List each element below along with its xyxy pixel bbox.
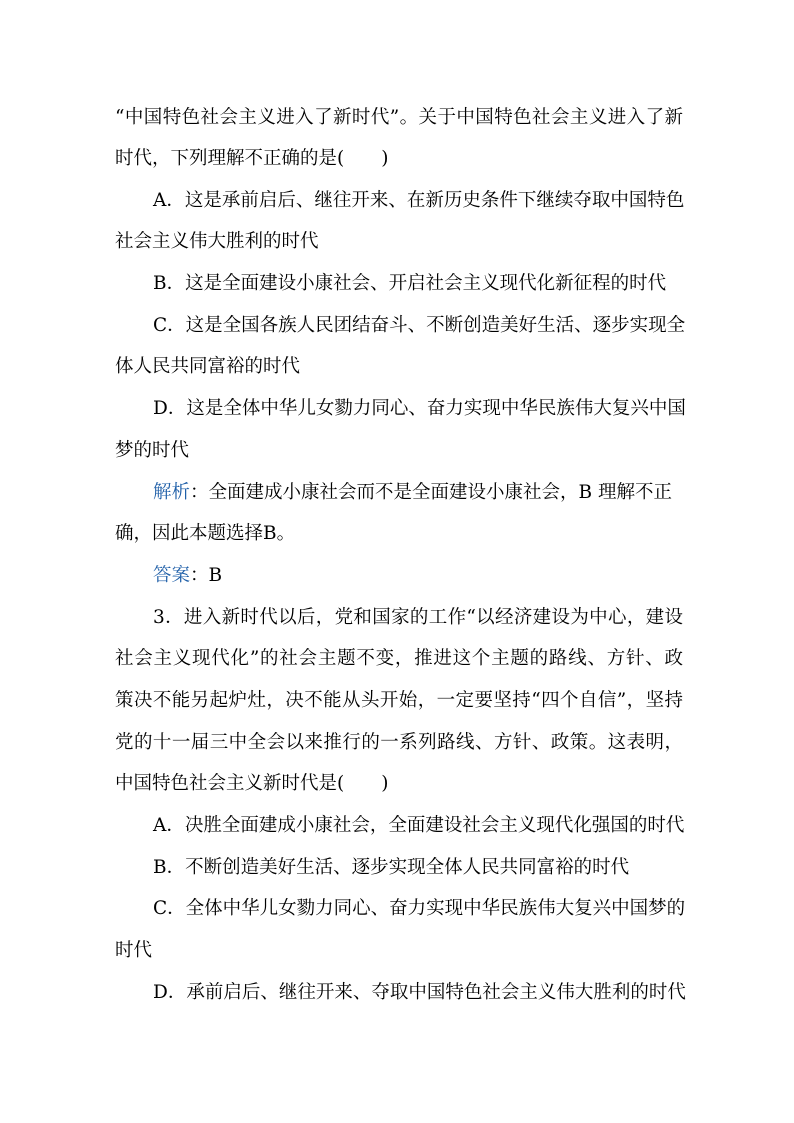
q2-stem-line-2: 时代，下列理解不正确的是( ) bbox=[115, 148, 389, 169]
q3-option-a-text: A．决胜全面建成小康社会，全面建设社会主义现代化强国的时代 bbox=[153, 815, 685, 836]
q3-option-a bbox=[0, 812, 794, 840]
analysis-text-1: ：全面建成小康社会而不是全面建设小康社会，B 理解不正 bbox=[190, 482, 672, 503]
q3-stem-line-2 bbox=[0, 645, 794, 673]
q2-option-a-text-1: A．这是承前启后、继往开来、在新历史条件下继续夺取中国特色 bbox=[153, 190, 685, 211]
q3-stem-text-4: 党的十一届三中全会以来推行的一系列路线、方针、政策。这表明， bbox=[115, 732, 683, 753]
q2-stem-line-1 bbox=[0, 104, 794, 132]
q2-option-c-text-1: C．这是全国各族人民团结奋斗、不断创造美好生活、逐步实现全 bbox=[153, 315, 686, 336]
q2-option-a-line-1 bbox=[0, 187, 794, 215]
q2-stem-text-1: “中国特色社会主义进入了新时代”。关于中国特色社会主义进入了新 bbox=[115, 107, 683, 128]
q2-answer-line bbox=[0, 562, 794, 590]
q3-stem-line-3 bbox=[0, 687, 794, 715]
q2-option-d-text-1: D．这是全体中华儿女勠力同心、奋力实现中华民族伟大复兴中国 bbox=[153, 398, 686, 419]
q3-option-c-line-2: 时代 bbox=[115, 940, 153, 961]
q3-option-c-text-1: C．全体中华儿女勠力同心、奋力实现中华民族伟大复兴中国梦的 bbox=[153, 898, 686, 919]
q3-stem-text-3: 策决不能另起炉灶，决不能从头开始，一定要坚持“四个自信”，坚持 bbox=[115, 690, 683, 711]
answer-label: 答案 bbox=[153, 565, 191, 586]
answer-value: ：B bbox=[190, 565, 223, 586]
q3-stem-line-5: 中国特色社会主义新时代是( ) bbox=[115, 773, 389, 794]
q2-option-b: B．这是全面建设小康社会、开启社会主义现代化新征程的时代 bbox=[153, 273, 667, 294]
q2-option-d-line-1 bbox=[0, 395, 794, 423]
q2-analysis-line-1 bbox=[0, 479, 794, 507]
q2-option-d-line-2: 梦的时代 bbox=[115, 440, 190, 461]
q3-option-d-text: D．承前启后、继往开来、夺取中国特色社会主义伟大胜利的时代 bbox=[153, 982, 686, 1003]
analysis-label: 解析 bbox=[153, 482, 191, 503]
q3-option-d bbox=[0, 979, 794, 1007]
q2-option-c-line-2: 体人民共同富裕的时代 bbox=[115, 356, 301, 377]
q2-option-c-line-1 bbox=[0, 312, 794, 340]
q3-option-b: B．不断创造美好生活、逐步实现全体人民共同富裕的时代 bbox=[153, 857, 630, 878]
q2-option-a-line-2: 社会主义伟大胜利的时代 bbox=[115, 231, 319, 252]
q3-option-c-line-1 bbox=[0, 895, 794, 923]
q3-stem-text-2: 社会主义现代化”的社会主题不变，推进这个主题的路线、方针、政 bbox=[115, 648, 683, 669]
q2-analysis-line-2: 确，因此本题选择B。 bbox=[115, 523, 296, 544]
q3-stem-line-4 bbox=[0, 729, 794, 757]
q3-stem-line-1 bbox=[0, 604, 794, 632]
q3-stem-text-1: 3．进入新时代以后，党和国家的工作“以经济建设为中心，建设 bbox=[153, 607, 683, 628]
